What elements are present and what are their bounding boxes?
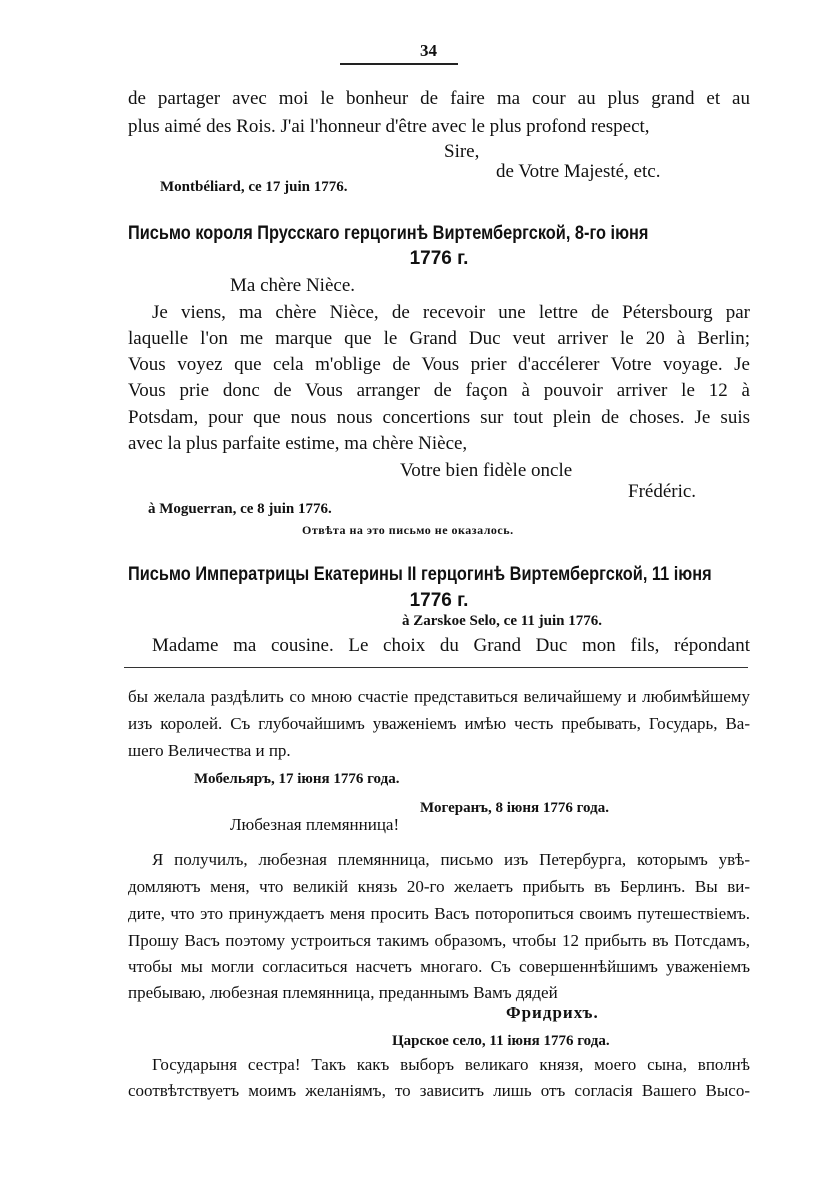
text-line: avec la plus parfaite estime, ma chère Nièce, xyxy=(128,433,468,454)
text-line: изъ королей. Съ глубочайшимъ уваженіемъ имѣю честь пребывать, Государь, Ва- xyxy=(128,714,750,733)
place-date: Montbéliard, ce 17 juin 1776. xyxy=(160,179,348,195)
text-line: пребываю, любезная племянница, преданнымъ Вамъ дядей xyxy=(128,983,558,1002)
text-line: Vous voyez que cela m'oblige de Vous prier d'accélerer Votre voyage. Je xyxy=(128,354,750,375)
editorial-note: Отвѣта на это письмо не оказалось. xyxy=(302,523,514,537)
signature: Frédéric. xyxy=(628,481,697,502)
text-line: Я получилъ, любезная племянница, письмо изъ Петербурга, которымъ увѣ- xyxy=(152,850,750,869)
text-line: Прошу Васъ поэтому устроиться такимъ образомъ, чтобы 12 прибыть въ Потсдамъ, xyxy=(128,931,750,950)
place-date: à Zarskoe Selo, ce 11 juin 1776. xyxy=(402,613,603,629)
text-line: соотвѣтствуетъ моимъ желаніямъ, то зависитъ лишь отъ согласія Вашего Высо- xyxy=(128,1081,750,1100)
letter-heading: Письмо короля Прусскаго герцогинѣ Виртембергской, 8-го іюня xyxy=(128,223,649,244)
text-line: laquelle l'on me marque que le Grand Duc veut arriver le 20 à Berlin; xyxy=(128,328,750,349)
salutation: Любезная племянница! xyxy=(230,815,400,834)
text-line: Potsdam, pour que nous nous concertions sur tout plein de choses. Je suis xyxy=(128,407,750,428)
place-date: Могеранъ, 8 іюня 1776 года. xyxy=(420,800,609,816)
page-number-rule xyxy=(340,63,458,65)
text-line: шего Величества и пр. xyxy=(128,741,291,760)
text-line: de partager avec moi le bonheur de faire ma cour au plus grand et au xyxy=(128,88,750,109)
text-line: бы желала раздѣлить со мною счастіе представиться величайшему и любимѣйшему xyxy=(128,687,750,706)
salutation-sire: Sire, xyxy=(444,141,480,162)
letter-heading: Письмо Императрицы Екатерины II герцогинѣ Виртембергской, 11 іюня xyxy=(128,564,712,585)
footnote-divider xyxy=(124,667,748,668)
page-number: 34 xyxy=(420,41,437,60)
place-date: à Moguerran, ce 8 juin 1776. xyxy=(148,501,332,517)
text-line: Vous prie donc de Vous arranger de façon à pouvoir arriver le 12 à xyxy=(128,380,750,401)
text-line: дите, что это принуждаетъ меня просить Васъ поторопиться своимъ путешествіемъ. xyxy=(128,904,750,923)
closing: Votre bien fidèle oncle xyxy=(400,460,573,481)
letter-heading-year: 1776 г. xyxy=(409,248,469,269)
salutation: Ma chère Nièce. xyxy=(230,275,356,296)
signature: Фридрихъ. xyxy=(506,1003,599,1022)
closing: de Votre Majesté, etc. xyxy=(496,161,661,182)
text-line: домляютъ меня, что великій князь 20-го желаетъ прибыть въ Берлинъ. Вы ви- xyxy=(128,877,750,896)
letter-heading-year: 1776 г. xyxy=(409,590,469,611)
text-line: Madame ma cousine. Le choix du Grand Duc mon fils, répondant xyxy=(152,635,750,656)
text-line: чтобы мы могли согласиться насчетъ многаго. Съ совершеннѣйшимъ уваженіемъ xyxy=(128,957,750,976)
text-line: Je viens, ma chère Nièce, de recevoir une lettre de Pétersbourg par xyxy=(152,302,750,323)
text-line: plus aimé des Rois. J'ai l'honneur d'être avec le plus profond respect, xyxy=(128,116,650,137)
text-line: Государыня сестра! Такъ какъ выборъ великаго князя, моего сына, вполнѣ xyxy=(152,1055,750,1074)
place-date: Царское село, 11 іюня 1776 года. xyxy=(392,1033,610,1049)
place-date: Мобельяръ, 17 іюня 1776 года. xyxy=(194,771,400,787)
